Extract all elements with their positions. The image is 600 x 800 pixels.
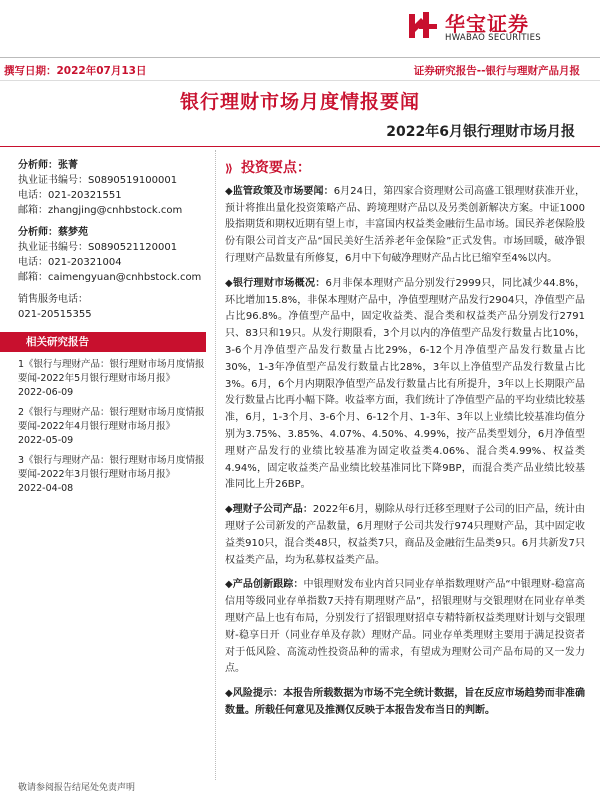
related-report-item[interactable]: 1《银行与理财产品：银行理财市场月度情报要闻-2022年5月银行理财市场月报》 — [18, 359, 205, 384]
diamond-bullet-icon: ◆ — [225, 688, 233, 700]
analyst-name: 分析师：蔡梦苑 — [18, 227, 88, 238]
meta-divider — [0, 80, 600, 81]
disclaimer-note: 敬请参阅报告结尾处免责声明 — [18, 783, 136, 793]
analyst-sidebar — [18, 158, 206, 496]
related-report-date: 2022-05-09 — [18, 435, 74, 446]
diamond-bullet-icon: ◆ — [225, 504, 233, 516]
highlight-paragraph — [225, 502, 585, 569]
paragraph-heading: 产品创新跟踪： — [232, 579, 304, 591]
analyst-cert: 执业证书编号：S0890519100001 — [18, 175, 178, 186]
analyst-phone: 电话：021-20321004 — [18, 257, 122, 268]
highlight-paragraph — [225, 686, 585, 720]
paragraph-heading: 监管政策及市场要闻： — [232, 185, 334, 197]
paragraph-body: 本报告所载数据为市场不完全统计数据，旨在反应市场趋势而非准确数量。所载任何意见及推测仅反映于本报告发布当日的判断。 — [225, 688, 585, 716]
page-subtitle: 2022年6月银行理财市场月报 — [386, 124, 575, 140]
diamond-bullet-icon: ◆ — [225, 579, 233, 591]
company-logo — [405, 8, 585, 44]
analyst-name: 分析师：张菁 — [18, 160, 78, 171]
related-reports-header: 相关研究报告 — [0, 332, 206, 352]
highlights-heading — [225, 160, 585, 178]
sales-phone: 021-20515355 — [18, 309, 92, 320]
diamond-bullet-icon: ◆ — [225, 185, 233, 197]
double-chevron-icon: ⟫ — [225, 162, 233, 175]
report-category: 证券研究报告--银行与理财产品月报 — [413, 65, 580, 77]
logo-chinese-name: 华宝证券 — [445, 12, 529, 36]
logo-english-name: HWABAO SECURITIES — [445, 33, 541, 43]
paragraph-heading: 银行理财市场概况： — [232, 277, 326, 289]
related-report-item[interactable]: 3《银行与理财产品：银行理财市场月度情报要闻-2022年3月银行理财市场月报》 — [18, 455, 205, 480]
related-report-item[interactable]: 2《银行与理财产品：银行理财市场月度情报要闻-2022年4月银行理财市场月报》 — [18, 407, 205, 432]
highlight-paragraph — [225, 577, 585, 678]
paragraph-body: 6月24日，第四家合资理财公司高盛工银理财获准开业，预计将推出量化投资策略产品、跨境理财产品以及另类创新解决方案。中证1000股指期货和期权近期有望上市，丰富国内权益类金融衍生品市场。国民养老保险股份有限公司首支产品“国民美好生活养老年金保险”正式发售。市场回暖，破净银行理财产品数量有所修复，6月中下旬破净理财产品占比已缩窄至4%以内。 — [225, 185, 586, 264]
analyst-cert: 执业证书编号：S0890521120001 — [18, 242, 178, 253]
header-divider — [0, 57, 600, 58]
sales-label: 销售服务电话： — [18, 294, 88, 305]
page-title: 银行理财市场月度情报要闻 — [179, 91, 420, 113]
related-report-date: 2022-04-08 — [18, 483, 74, 494]
paragraph-body: 中银理财发布业内首只同业存单指数理财产品“中银理财-稳富高信用等级同业存单指数7天持有期理财产品”，招银理财与交银理财在同业存单类理财产品上也有布局，分别发行了招银理财招卓专精特新权益类理财计划与交银理财-稳享日开（同业存单及存款）理财产品。同业存单类理财主要用于满足投资者对于低风险、高流动性投资品种的需求，有望成为理财公司产品布局的又一发力点。 — [225, 579, 585, 675]
paragraph-heading: 理财子公司产品： — [232, 504, 313, 516]
highlight-paragraph — [225, 276, 585, 494]
diamond-bullet-icon: ◆ — [225, 277, 233, 289]
paragraph-body: 2022年6月，剔除从母行迁移至理财子公司的旧产品，统计由理财子公司新发的产品数量，6月理财子公司共发行974只理财产品，其中固定收益类910只，混合类48只，权益类7只，商品及金融衍生品类9只。6月共新发7只权益类产品，均为私募权益类产品。 — [225, 504, 586, 566]
paragraph-heading: 风险提示： — [232, 688, 284, 700]
analyst-phone: 电话：021-20321551 — [18, 190, 122, 201]
analyst-email[interactable]: 邮箱：caimengyuan@cnhbstock.com — [18, 272, 202, 283]
highlight-paragraph — [225, 184, 585, 268]
highlights-heading-text: 投资要点： — [240, 160, 311, 176]
report-date: 撰写日期：2022年07月13日 — [4, 65, 147, 77]
analyst-email[interactable]: 邮箱：zhangjing@cnhbstock.com — [18, 205, 183, 216]
related-report-date: 2022-06-09 — [18, 387, 74, 398]
column-divider — [215, 150, 216, 780]
paragraph-body: 6月非保本理财产品分别发行2999只，同比减少44.8%，环比增加15.8%，非保本理财产品中，净值型理财产品发行2904只，净值型产品占比96.8%。净值型产品中，固定收益类、混合类和权益类产品分别发行2791只、83只和19只。从发行期限看，3个月以内的净值型产品发行数量占比10%，3-6个月净值型产品发行数量占比29%，6-12个月净值型产品发行数量占比30%，1-3年净值型产品发行数量占比28%，3年以上净值型产品发行数量占比3%。6月，6个月内期限净值型产品发行数量占比有所提升，3年以上长期限产品发行数量占比再小幅下降。收益率方面，我们统计了净值型产品的平均业绩比较基准，6月，1-3个月、3-6个月、6-12个月、1-3年、3年以上业绩比较基准均值分别为3.75%、3.85%、4.07%、4.50%、4.99%，按产品类型划分，6月净值型理财产品发行的业绩比较基准为固定收益类4.06%、混合类4.99%、权益类4.94%，固定收益类产品业绩比较基准同比下降9BP，而混合类产品业绩比较基准同比上升26BP。 — [225, 277, 585, 491]
title-divider — [0, 146, 600, 147]
hwabao-logo-icon — [405, 10, 439, 40]
investment-highlights — [225, 160, 585, 728]
